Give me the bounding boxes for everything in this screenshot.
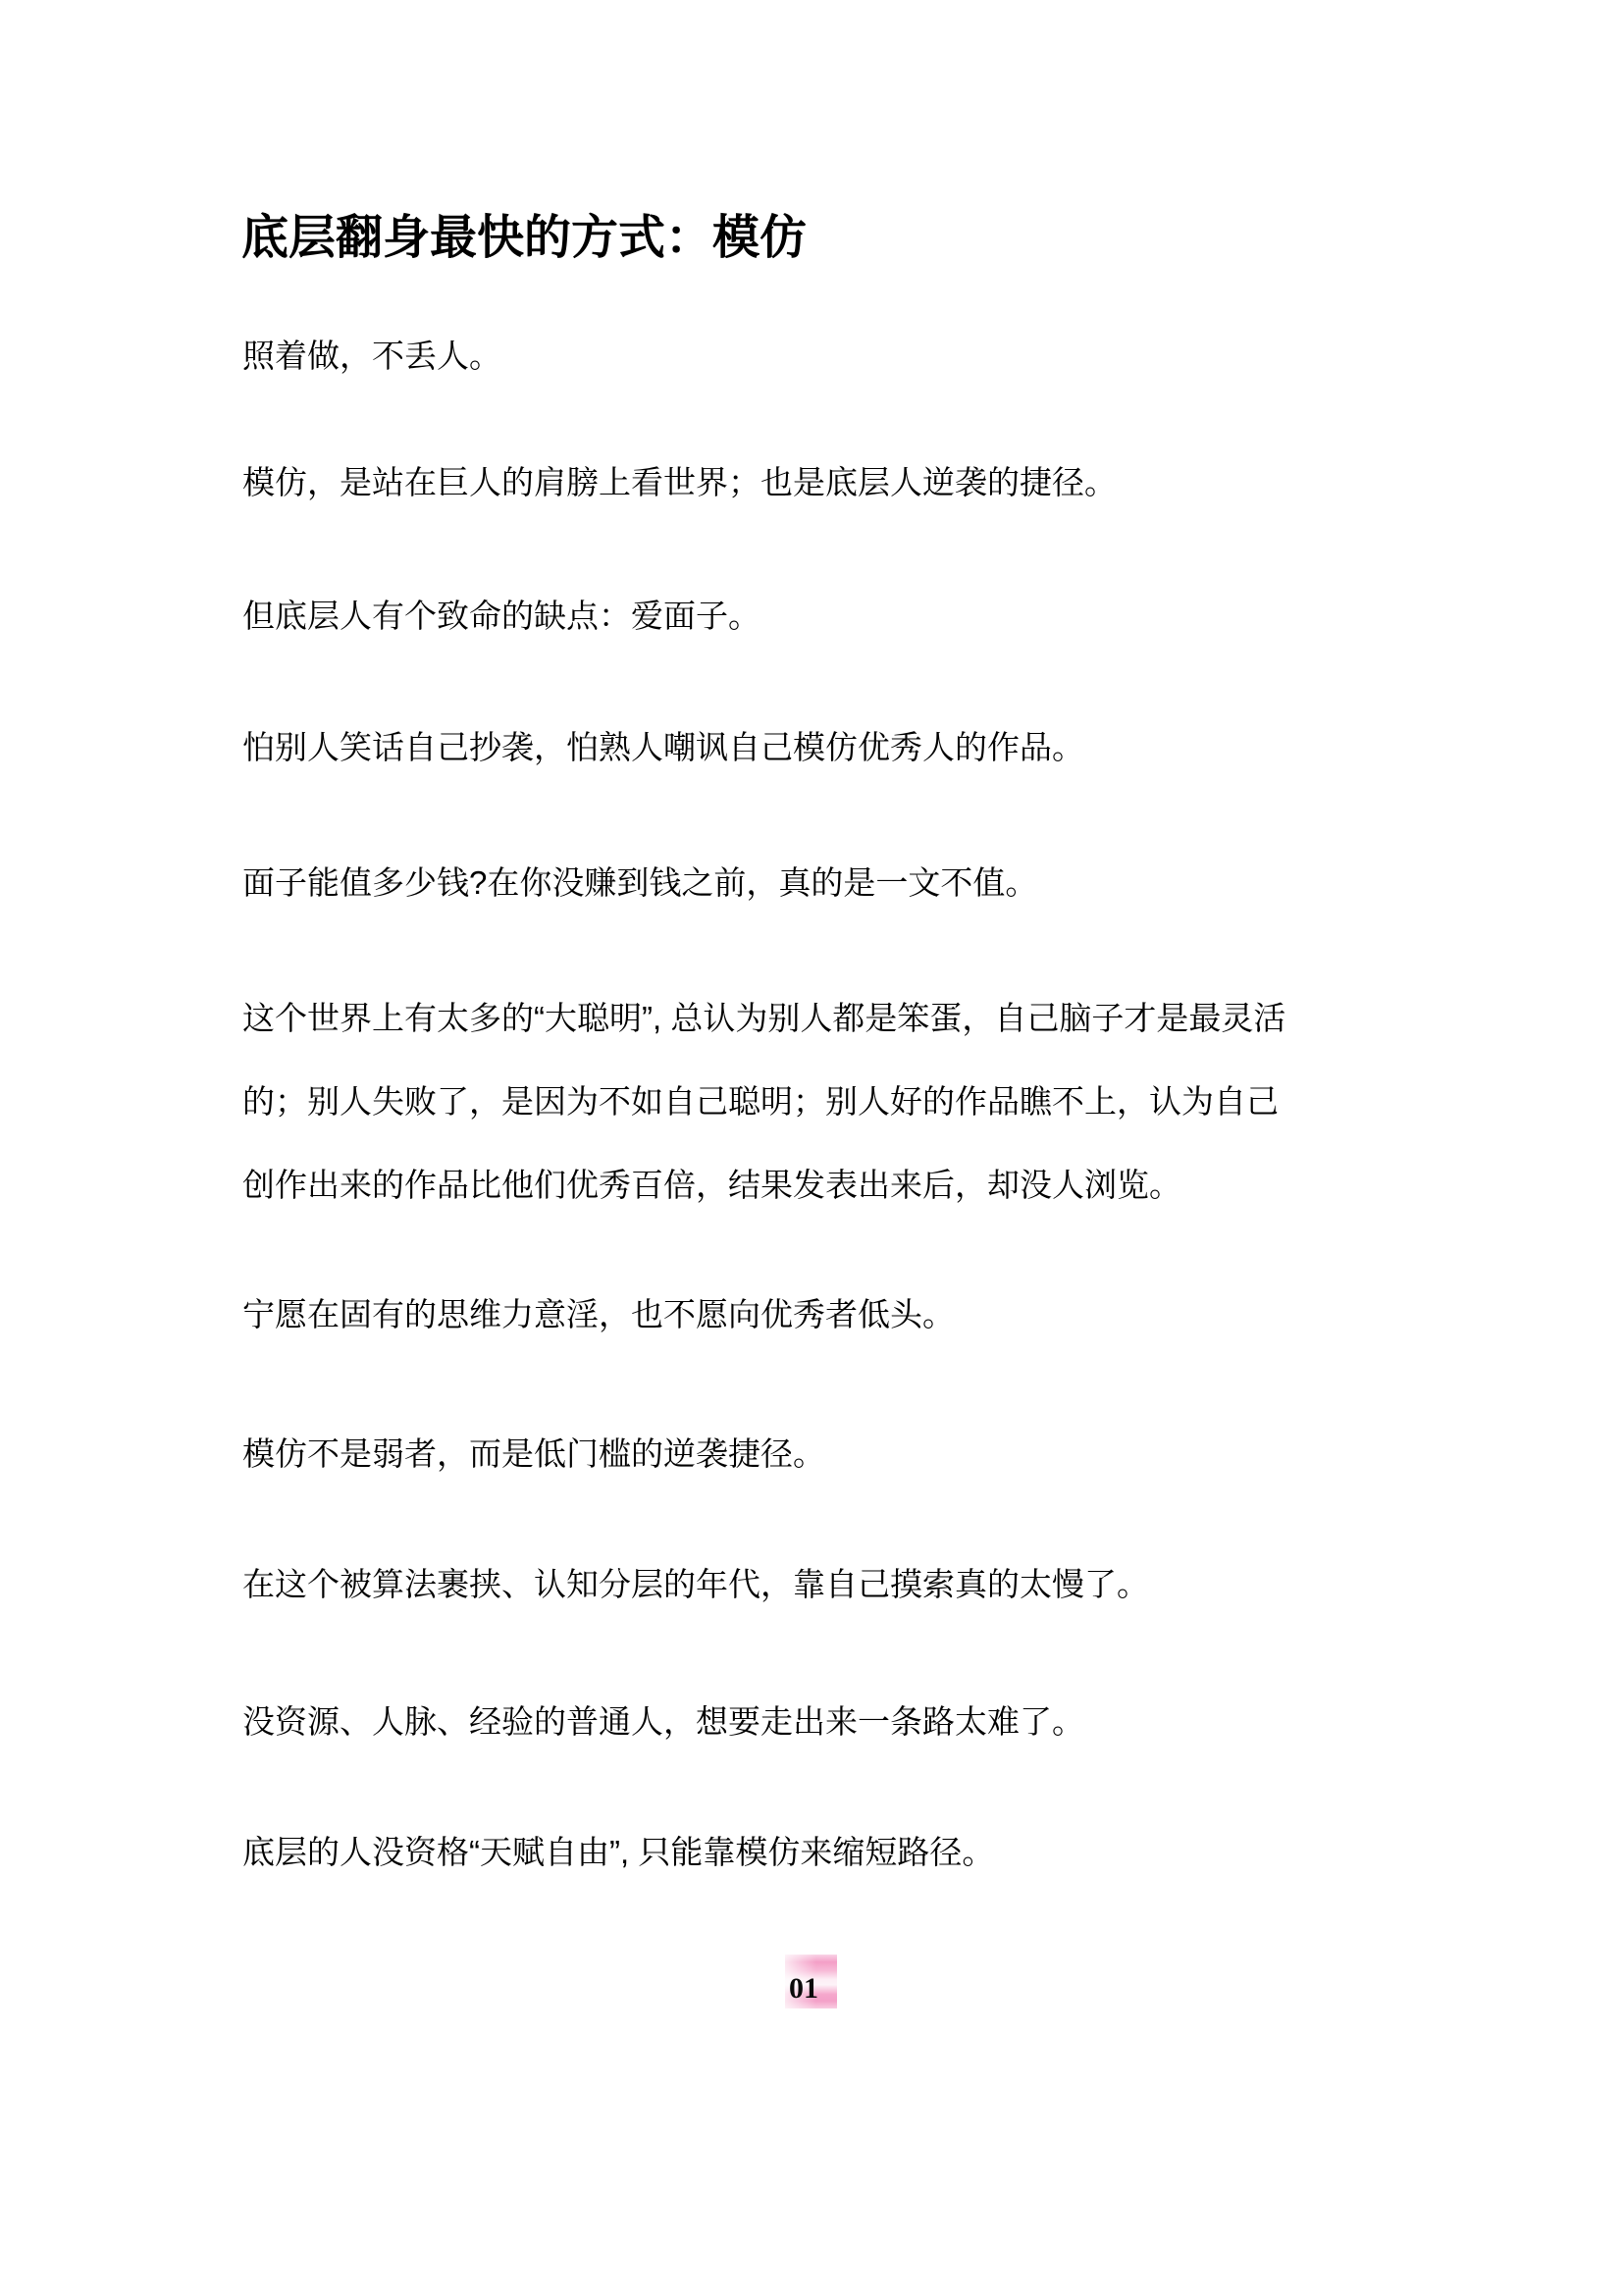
document-title: 底层翻身最快的方式：模仿 [241,212,808,264]
body-line-1: 照着做，不丢人。 [242,338,501,374]
body-line-10: 模仿不是弱者，而是低门槛的逆袭捷径。 [242,1435,825,1472]
body-line-4: 怕别人笑话自己抄袭，怕熟人嘲讽自己模仿优秀人的作品。 [242,729,1084,765]
body-line-2: 模仿，是站在巨人的肩膀上看世界；也是底层人逆袭的捷径。 [242,464,1117,500]
body-line-5: 面子能值多少钱?在你没赚到钱之前，真的是一文不值。 [242,864,1038,901]
body-line-12: 没资源、人脉、经验的普通人，想要走出来一条路太难了。 [242,1703,1084,1740]
body-line-6: 这个世界上有太多的“大聪明”, 总认为别人都是笨蛋，自己脑子才是最灵活 [242,1000,1286,1036]
body-line-8: 创作出来的作品比他们优秀百倍，结果发表出来后，却没人浏览。 [242,1167,1181,1203]
body-line-7: 的；别人失败了，是因为不如自己聪明；别人好的作品瞧不上，认为自己 [242,1083,1279,1120]
body-line-13: 底层的人没资格“天赋自由”, 只能靠模仿来缩短路径。 [242,1834,995,1870]
body-line-3: 但底层人有个致命的缺点：爱面子。 [242,598,760,634]
page-number-badge [785,1955,837,2008]
body-line-9: 宁愿在固有的思维力意淫，也不愿向优秀者低头。 [242,1296,955,1332]
page-number: 01 [789,1972,818,2005]
body-line-11: 在这个被算法裹挟、认知分层的年代，靠自己摸索真的太慢了。 [242,1566,1149,1602]
